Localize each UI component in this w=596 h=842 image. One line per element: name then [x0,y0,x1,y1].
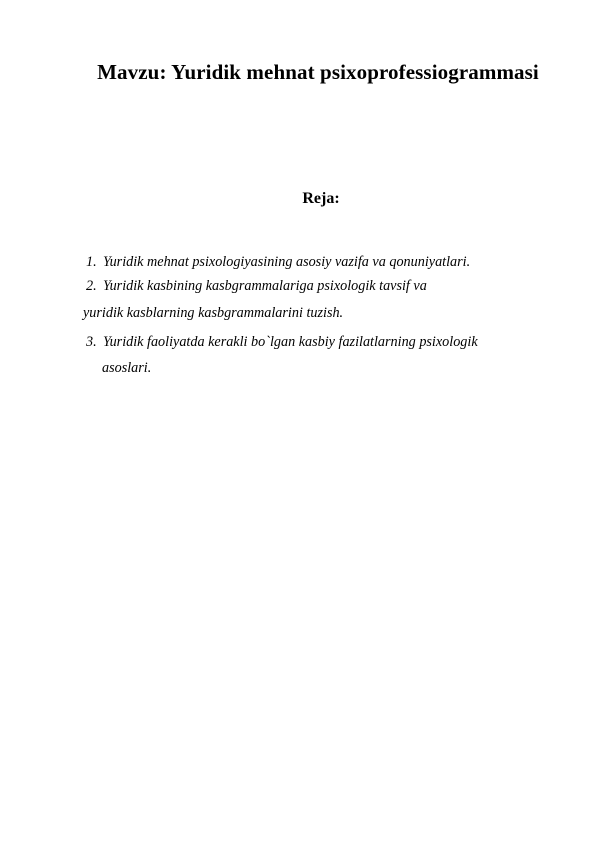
list-item-text: Yuridik faoliyatda kerakli bo`lgan kasbiy fazilatlarning psixologik [103,334,478,350]
list-item [86,253,470,271]
document-title: Mavzu: Yuridik mehnat psixoprofessiogrammasi [97,60,539,84]
list-item-continuation: yuridik kasblarning kasbgrammalarini tuzish. [83,305,344,321]
list-item-continuation: asoslari. [102,360,152,376]
list-item-number: 2. [86,278,97,294]
list-item-number: 1. [86,254,97,270]
plan-heading: Reja: [302,190,340,207]
list-item-number: 3. [86,334,97,350]
list-item-text: Yuridik mehnat psixologiyasining asosiy vazifa va qonuniyatlari. [103,254,471,270]
list-item-text: Yuridik kasbining kasbgrammalariga psixologik tavsif va [103,278,427,294]
list-item [86,277,427,295]
list-item [86,333,478,351]
